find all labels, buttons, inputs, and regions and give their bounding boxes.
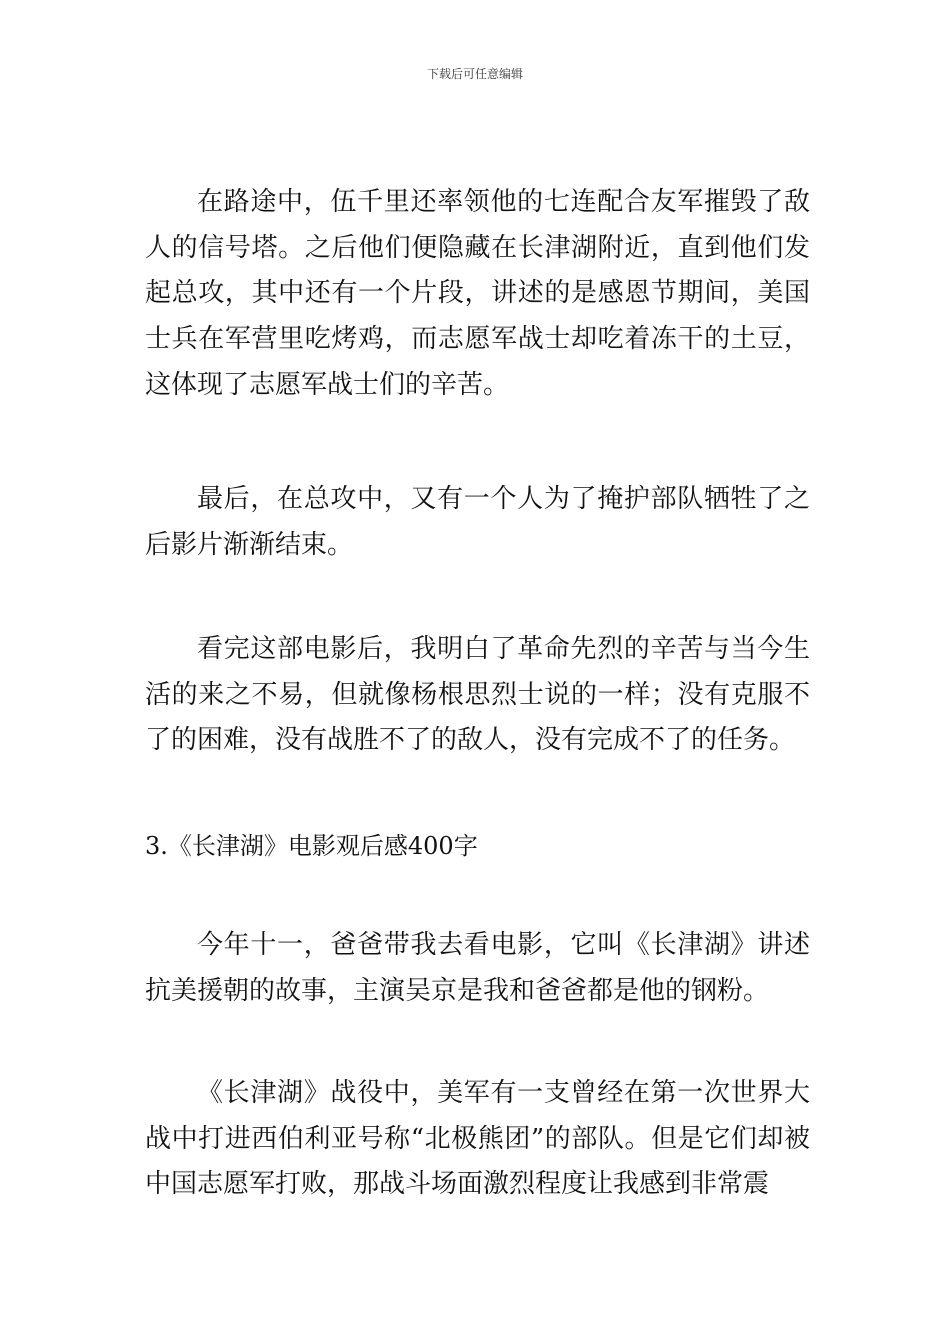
paragraph: 在路途中，伍千里还率领他的七连配合友军摧毁了敌人的信号塔。之后他们便隐藏在长津湖附近，直到他们发起总攻，其中还有一个片段，讲述的是感恩节期间，美国士兵在军营里吃烤鸡，而志愿军战士却吃着冻干的土豆，这体现了志愿军战士们的辛苦。 <box>145 187 810 400</box>
paragraph: 《长津湖》战役中，美军有一支曾经在第一次世界大战中打进西伯利亚号称“北极熊团”的部队。但是它们却被中国志愿军打败，那战斗场面激烈程度让我感到非常震 <box>145 1078 810 1200</box>
paragraph: 看完这部电影后，我明白了革命先烈的辛苦与当今生活的来之不易，但就像杨根思烈士说的一样；没有克服不了的困难，没有战胜不了的敌人，没有完成不了的任务。 <box>145 634 810 756</box>
section-heading: 3.《长津湖》电影观后感400字 <box>145 832 478 860</box>
paragraph: 最后，在总攻中，又有一个人为了掩护部队牺牲了之后影片渐渐结束。 <box>145 484 810 560</box>
page-header: 下载后可任意编辑 <box>426 67 523 81</box>
paragraph: 今年十一，爸爸带我去看电影，它叫《长津湖》讲述抗美援朝的故事，主演吴京是我和爸爸都是他的钢粉。 <box>145 930 810 1006</box>
